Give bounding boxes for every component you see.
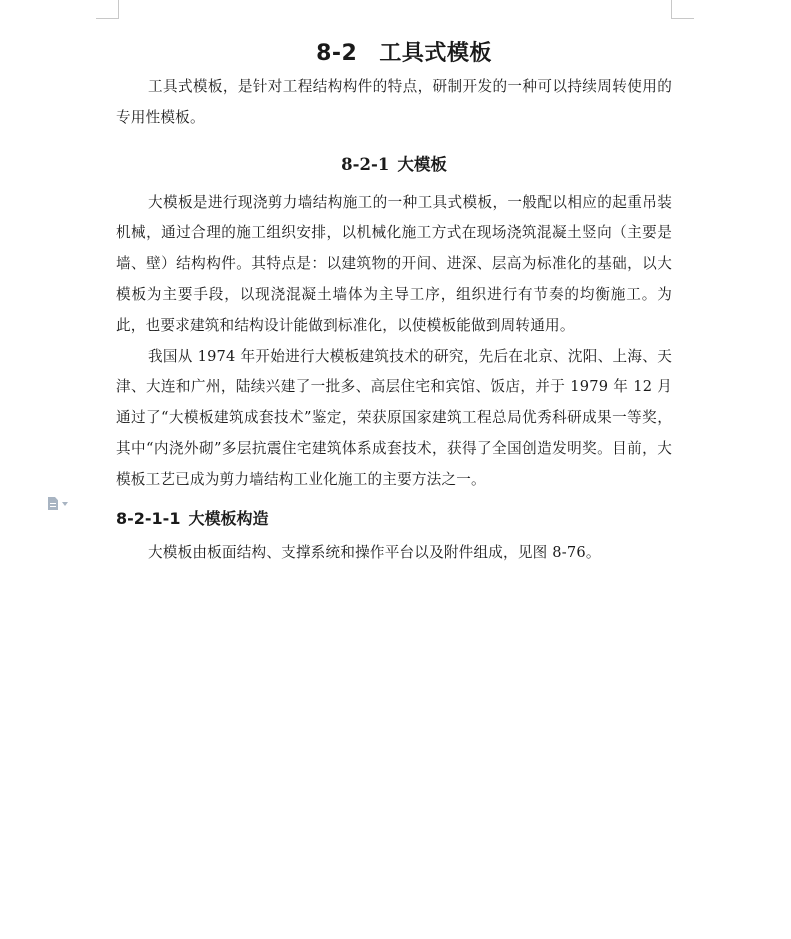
corner-mark-top-right	[671, 0, 694, 19]
chapter-title	[116, 36, 672, 72]
section-heading-text: 大模板	[397, 154, 447, 174]
paragraph-options-button[interactable]	[48, 497, 68, 510]
subsection-paragraph: 大模板由板面结构、支撑系统和操作平台以及附件组成，见图 8-76。	[148, 543, 601, 561]
corner-mark-top-left	[96, 0, 119, 19]
document-icon	[48, 497, 58, 510]
intro-paragraph: 工具式模板，是针对工程结构构件的特点，研制开发的一种可以持续周转使用的专用性模板。	[116, 78, 672, 126]
section-paragraph-1: 大模板是进行现浇剪力墙结构施工的一种工具式模板，一般配以相应的起重吊装机械，通过合理的施工组织安排，以机械化施工方式在现场浇筑混凝土竖向（主要是墙、壁）结构构件。其特点是：以建筑物的开间、进深、层高为标准化的基础，以大模板为主要手段，以现浇混凝土墙体为主导工序，组织进行有节奏的均衡施工。为此，也要求建筑和结构设计能做到标准化，以使模板能做到周转通用。	[116, 193, 672, 334]
document-body[interactable]	[116, 36, 672, 568]
subsection-heading-text: 大模板构造	[188, 508, 269, 528]
section-paragraph-2: 我国从 1974 年开始进行大模板建筑技术的研究，先后在北京、沈阳、上海、天津、大连和广州，陆续兴建了一批多、高层住宅和宾馆、饭店，并于 1979 年 12 月通过了“大模板建筑成套技术”鉴定，荣获原国家建筑工程总局优秀科研成果一等奖，其中“内浇外砌”多层抗震住宅建筑体系成套技术，获得了全国创造发明奖。目前，大模板工艺已成为剪力墙结构工业化施工的主要方法之一。	[116, 347, 672, 488]
subsection-heading-number: 8-2-1-1	[116, 508, 181, 528]
subsection-heading	[116, 504, 672, 534]
section-heading-number: 8-2-1	[341, 154, 390, 174]
chapter-title-text: 工具式模板	[379, 41, 492, 66]
chapter-title-number: 8-2	[316, 41, 358, 66]
section-heading	[116, 150, 672, 180]
chevron-down-icon	[62, 502, 68, 506]
